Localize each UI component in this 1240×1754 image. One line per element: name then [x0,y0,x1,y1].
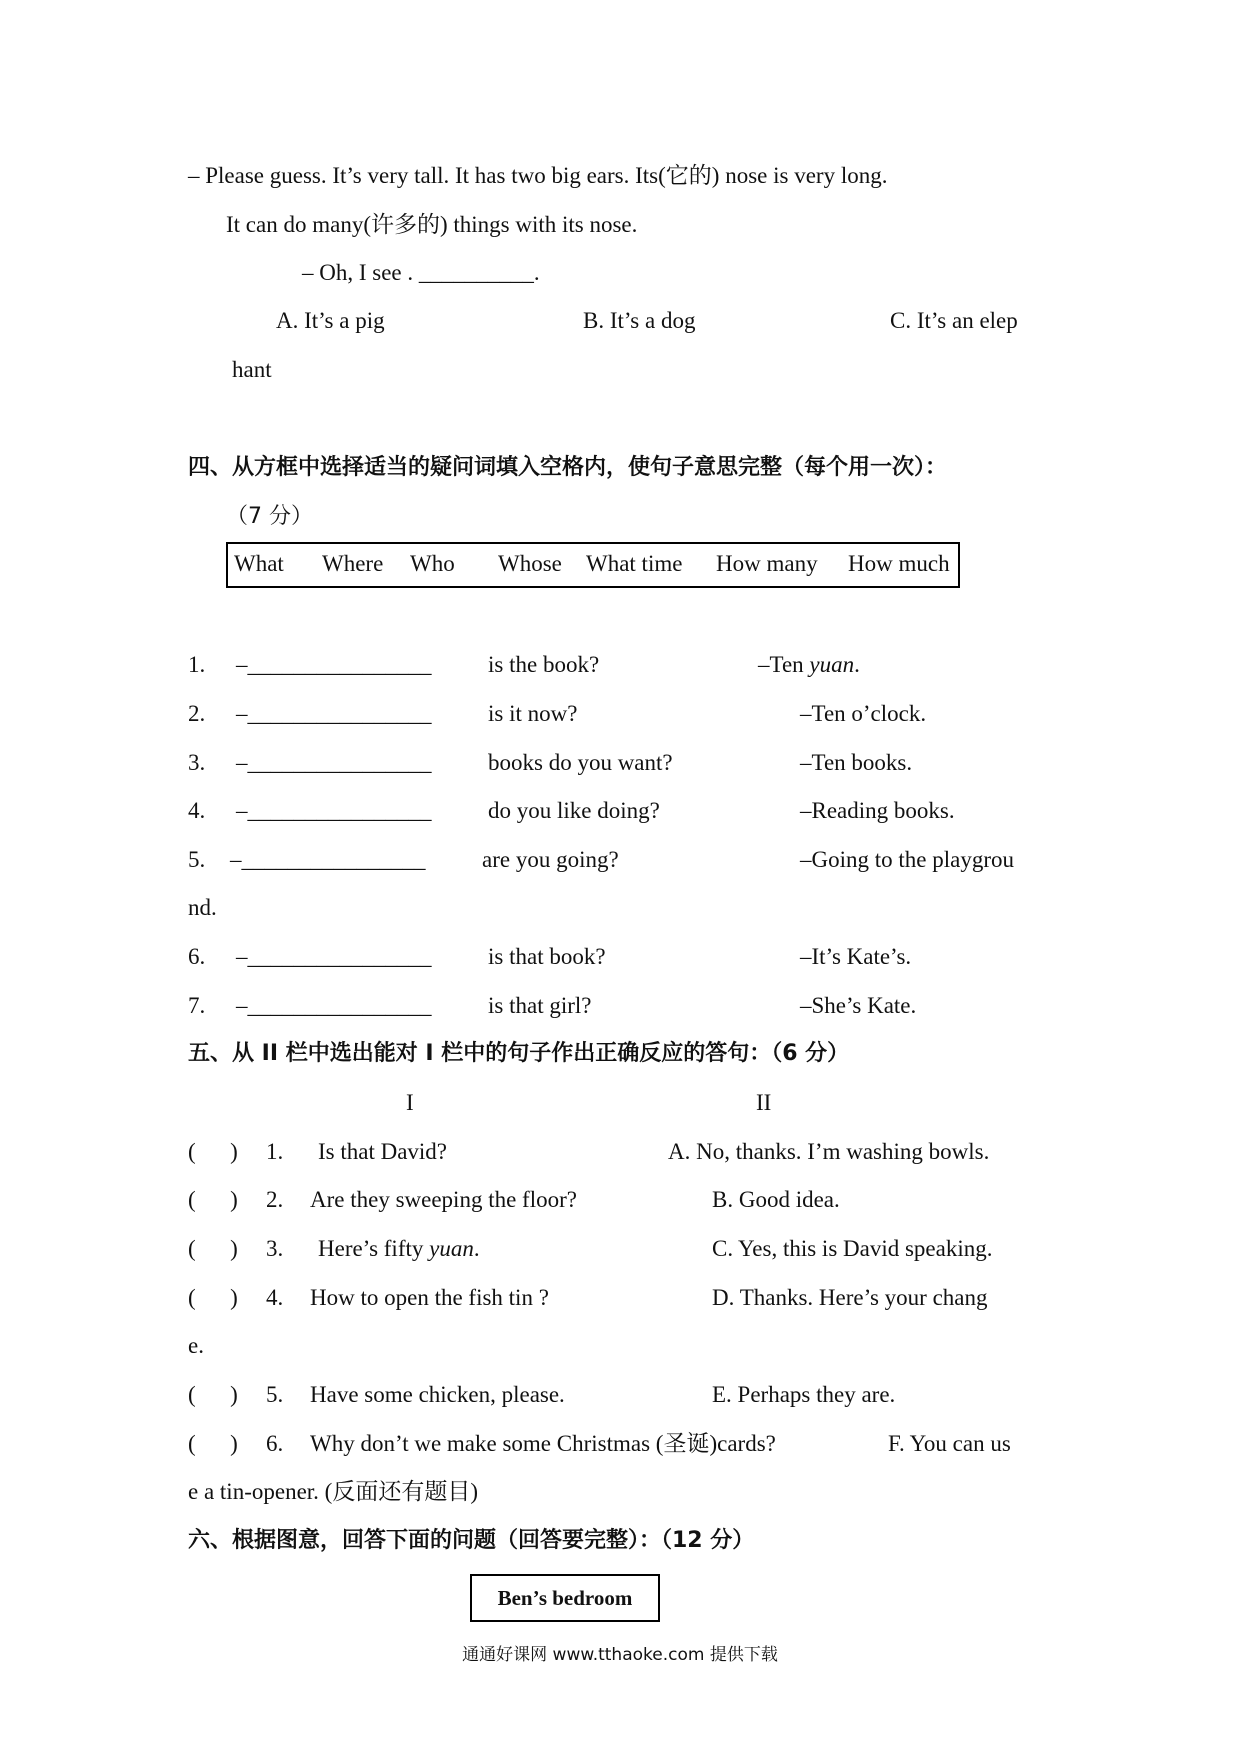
riddle-option-c-wrap: hant [232,357,272,382]
match-paren: ( ) [188,1431,238,1456]
q-text: do you like doing? [488,798,660,823]
riddle-option-c: C. It’s an elep [890,308,1018,333]
q-answer: –It’s Kate’s. [800,944,912,969]
q-answer: –She’s Kate. [800,993,917,1018]
section5-heading: 五、从 II 栏中选出能对 I 栏中的句子作出正确反应的答句：（6 分） [188,1041,850,1066]
q-answer: –Ten o’clock. [800,701,927,726]
match-text: Is that David? [318,1139,448,1164]
word-box-item: Whose [498,551,562,576]
section4-points: （7 分） [226,504,313,529]
word-box-item: Who [410,551,455,576]
match-text: Here’s fifty yuan. [318,1236,480,1261]
q-text: is that book? [488,944,606,969]
q-answer: –Reading books. [800,798,955,823]
riddle-option-a: A. It’s a pig [276,308,385,333]
riddle-line-3: – Oh, I see . __________. [302,260,540,285]
match-response: F. You can us [888,1431,1011,1456]
q-answer: –Ten books. [800,750,913,775]
match-response: A. No, thanks. I’m washing bowls. [668,1139,990,1164]
q-number: 1. [188,652,206,677]
match-number: 6. [266,1431,284,1456]
q-answer: –Ten yuan. [758,652,860,677]
word-box-item: What [234,551,284,576]
q-blank: –________________ [236,701,432,726]
q-number: 3. [188,750,206,775]
section4-heading: 四、从方框中选择适当的疑问词填入空格内，使句子意思完整（每个用一次）： [188,455,948,480]
match-paren: ( ) [188,1187,238,1212]
q-number: 6. [188,944,206,969]
word-box-item: What time [586,551,683,576]
match-number: 1. [266,1139,284,1164]
q-answer: –Going to the playgrou [800,847,1014,872]
q-blank: –________________ [230,847,426,872]
match-number: 3. [266,1236,284,1261]
match-number: 4. [266,1285,284,1310]
word-box-item: Where [322,551,384,576]
q-blank: –________________ [236,750,432,775]
riddle-option-b: B. It’s a dog [583,308,696,333]
match-number: 2. [266,1187,284,1212]
match-paren: ( ) [188,1236,238,1261]
match-response: C. Yes, this is David speaking. [712,1236,993,1261]
word-box-item: How many [716,551,818,576]
bens-bedroom-label: Ben’s bedroom [470,1574,660,1622]
match-text: How to open the fish tin ? [310,1285,549,1310]
q-text: books do you want? [488,750,673,775]
match-paren: ( ) [188,1285,238,1310]
match-text: Have some chicken, please. [310,1382,565,1407]
q-number: 7. [188,993,206,1018]
q-blank: –________________ [236,944,432,969]
riddle-line-2: It can do many(许多的) things with its nose. [226,212,638,237]
q-number: 2. [188,701,206,726]
q-blank: –________________ [236,798,432,823]
section6-heading: 六、根据图意，回答下面的问题（回答要完整）：（12 分） [188,1528,755,1553]
match-response: B. Good idea. [712,1187,840,1212]
match-paren: ( ) [188,1382,238,1407]
q-text: are you going? [482,847,619,872]
column-ii-label: II [756,1090,772,1115]
footer-watermark: 通通好课网 www.tthaoke.com 提供下载 [462,1645,778,1665]
word-box-item: How much [848,551,950,576]
column-i-label: I [406,1090,414,1115]
match-response-wrap: e. [188,1333,204,1358]
match-text: Are they sweeping the floor? [310,1187,577,1212]
match-response: D. Thanks. Here’s your chang [712,1285,988,1310]
match-response: E. Perhaps they are. [712,1382,896,1407]
match-number: 5. [266,1382,284,1407]
q-text: is the book? [488,652,600,677]
match-paren: ( ) [188,1139,238,1164]
word-box [226,542,960,588]
q-number: 4. [188,798,206,823]
match-text: Why don’t we make some Christmas (圣诞)cards? [310,1431,776,1456]
match-response-wrap: e a tin-opener. (反面还有题目) [188,1479,478,1504]
riddle-line-1: – Please guess. It’s very tall. It has two big ears. Its(它的) nose is very long. [188,163,888,188]
q-text: is that girl? [488,993,592,1018]
q-blank: –________________ [236,993,432,1018]
q-text: is it now? [488,701,578,726]
q-number: 5. [188,847,206,872]
q-blank: –________________ [236,652,432,677]
q-answer-wrap: nd. [188,895,217,920]
